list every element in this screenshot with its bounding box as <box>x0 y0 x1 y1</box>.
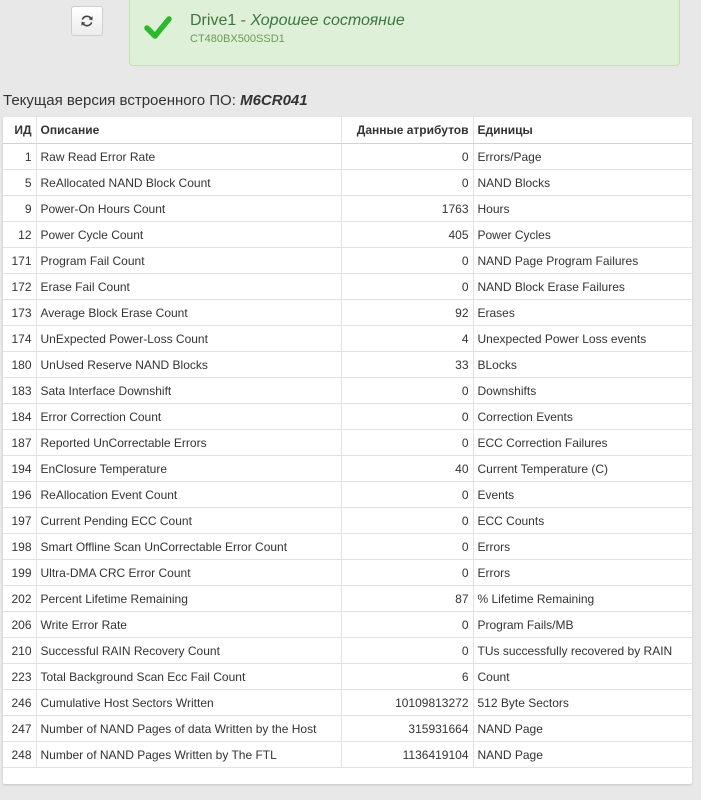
smart-attributes-table-container <box>3 117 692 784</box>
cell-id: 171 <box>3 248 36 274</box>
refresh-icon <box>80 14 94 28</box>
cell-description: Current Pending ECC Count <box>36 508 341 534</box>
table-row[interactable] <box>3 690 692 716</box>
cell-attribute-data: 0 <box>341 144 473 170</box>
cell-attribute-data: 315931664 <box>341 716 473 742</box>
table-row[interactable] <box>3 274 692 300</box>
cell-description: Raw Read Error Rate <box>36 144 341 170</box>
cell-description: ReAllocation Event Count <box>36 482 341 508</box>
cell-id: 198 <box>3 534 36 560</box>
cell-attribute-data: 4 <box>341 326 473 352</box>
cell-description: Smart Offline Scan UnCorrectable Error Count <box>36 534 341 560</box>
cell-id: 247 <box>3 716 36 742</box>
cell-id: 174 <box>3 326 36 352</box>
cell-units: Correction Events <box>473 404 692 430</box>
cell-units: Hours <box>473 196 692 222</box>
table-row[interactable] <box>3 326 692 352</box>
column-header-id[interactable]: ИД <box>3 117 36 144</box>
cell-attribute-data: 0 <box>341 430 473 456</box>
table-row[interactable] <box>3 196 692 222</box>
table-row[interactable] <box>3 560 692 586</box>
drive-state: Хорошее состояние <box>250 12 405 29</box>
cell-id: 246 <box>3 690 36 716</box>
cell-attribute-data: 0 <box>341 482 473 508</box>
table-row[interactable] <box>3 300 692 326</box>
cell-id: 248 <box>3 742 36 768</box>
cell-id: 183 <box>3 378 36 404</box>
cell-id: 194 <box>3 456 36 482</box>
cell-description: ReAllocated NAND Block Count <box>36 170 341 196</box>
column-header-units[interactable]: Единицы <box>473 117 692 144</box>
cell-units: BLocks <box>473 352 692 378</box>
table-row[interactable] <box>3 378 692 404</box>
table-row[interactable] <box>3 404 692 430</box>
cell-description: Cumulative Host Sectors Written <box>36 690 341 716</box>
cell-id: 12 <box>3 222 36 248</box>
table-row[interactable] <box>3 508 692 534</box>
cell-description: UnUsed Reserve NAND Blocks <box>36 352 341 378</box>
cell-units: ECC Counts <box>473 508 692 534</box>
table-row[interactable] <box>3 716 692 742</box>
cell-attribute-data: 87 <box>341 586 473 612</box>
cell-id: 197 <box>3 508 36 534</box>
table-row[interactable] <box>3 352 692 378</box>
cell-units: NAND Page <box>473 716 692 742</box>
cell-attribute-data: 405 <box>341 222 473 248</box>
cell-description: Power Cycle Count <box>36 222 341 248</box>
cell-units: % Lifetime Remaining <box>473 586 692 612</box>
smart-attributes-table <box>3 117 692 768</box>
table-row[interactable] <box>3 534 692 560</box>
cell-units: Errors/Page <box>473 144 692 170</box>
cell-description: Average Block Erase Count <box>36 300 341 326</box>
cell-description: EnClosure Temperature <box>36 456 341 482</box>
drive-name: Drive1 <box>190 12 237 29</box>
cell-attribute-data: 6 <box>341 664 473 690</box>
table-row[interactable] <box>3 742 692 768</box>
cell-units: Power Cycles <box>473 222 692 248</box>
cell-units: Erases <box>473 300 692 326</box>
cell-attribute-data: 0 <box>341 378 473 404</box>
table-row[interactable] <box>3 482 692 508</box>
cell-attribute-data: 0 <box>341 248 473 274</box>
cell-attribute-data: 10109813272 <box>341 690 473 716</box>
cell-id: 187 <box>3 430 36 456</box>
refresh-button[interactable] <box>71 6 103 36</box>
cell-description: Sata Interface Downshift <box>36 378 341 404</box>
cell-id: 5 <box>3 170 36 196</box>
cell-attribute-data: 1763 <box>341 196 473 222</box>
cell-units: Count <box>473 664 692 690</box>
table-body <box>3 144 692 768</box>
table-row[interactable] <box>3 612 692 638</box>
cell-description: Percent Lifetime Remaining <box>36 586 341 612</box>
cell-description: Number of NAND Pages Written by The FTL <box>36 742 341 768</box>
checkmark-icon <box>144 13 172 41</box>
cell-description: Power-On Hours Count <box>36 196 341 222</box>
cell-description: UnExpected Power-Loss Count <box>36 326 341 352</box>
status-separator: - <box>236 12 251 29</box>
cell-units: NAND Blocks <box>473 170 692 196</box>
cell-attribute-data: 0 <box>341 638 473 664</box>
cell-description: Ultra-DMA CRC Error Count <box>36 560 341 586</box>
table-row[interactable] <box>3 248 692 274</box>
cell-units: Program Fails/MB <box>473 612 692 638</box>
cell-units: Downshifts <box>473 378 692 404</box>
cell-units: NAND Page <box>473 742 692 768</box>
cell-id: 173 <box>3 300 36 326</box>
cell-units: NAND Page Program Failures <box>473 248 692 274</box>
table-row[interactable] <box>3 456 692 482</box>
cell-description: Total Background Scan Ecc Fail Count <box>36 664 341 690</box>
column-header-description[interactable]: Описание <box>36 117 341 144</box>
cell-attribute-data: 0 <box>341 534 473 560</box>
cell-id: 210 <box>3 638 36 664</box>
cell-id: 206 <box>3 612 36 638</box>
cell-id: 202 <box>3 586 36 612</box>
cell-attribute-data: 1136419104 <box>341 742 473 768</box>
cell-units: Errors <box>473 560 692 586</box>
table-header-row <box>3 117 692 144</box>
table-row[interactable] <box>3 144 692 170</box>
table-row[interactable] <box>3 430 692 456</box>
cell-id: 184 <box>3 404 36 430</box>
cell-description: Reported UnCorrectable Errors <box>36 430 341 456</box>
cell-attribute-data: 0 <box>341 170 473 196</box>
cell-id: 223 <box>3 664 36 690</box>
cell-attribute-data: 0 <box>341 560 473 586</box>
drive-model: CT480BX500SSD1 <box>190 33 285 45</box>
cell-units: Current Temperature (C) <box>473 456 692 482</box>
cell-attribute-data: 92 <box>341 300 473 326</box>
cell-attribute-data: 40 <box>341 456 473 482</box>
cell-attribute-data: 0 <box>341 612 473 638</box>
cell-units: NAND Block Erase Failures <box>473 274 692 300</box>
cell-description: Error Correction Count <box>36 404 341 430</box>
column-header-attribute-data[interactable]: Данные атрибутов <box>341 117 473 144</box>
cell-id: 199 <box>3 560 36 586</box>
cell-attribute-data: 0 <box>341 508 473 534</box>
cell-units: TUs successfully recovered by RAIN <box>473 638 692 664</box>
table-row[interactable] <box>3 586 692 612</box>
cell-description: Write Error Rate <box>36 612 341 638</box>
cell-attribute-data: 33 <box>341 352 473 378</box>
cell-id: 172 <box>3 274 36 300</box>
firmware-version <box>3 92 308 109</box>
firmware-value: M6CR041 <box>240 92 308 109</box>
cell-attribute-data: 0 <box>341 404 473 430</box>
cell-attribute-data: 0 <box>341 274 473 300</box>
cell-description: Program Fail Count <box>36 248 341 274</box>
cell-id: 180 <box>3 352 36 378</box>
table-row[interactable] <box>3 170 692 196</box>
drive-status-title <box>190 12 405 30</box>
cell-description: Erase Fail Count <box>36 274 341 300</box>
cell-units: Events <box>473 482 692 508</box>
firmware-label: Текущая версия встроенного ПО: <box>3 92 241 109</box>
cell-units: ECC Correction Failures <box>473 430 692 456</box>
drive-status-panel <box>129 0 680 66</box>
cell-id: 196 <box>3 482 36 508</box>
cell-description: Number of NAND Pages of data Written by the Host <box>36 716 341 742</box>
cell-description: Successful RAIN Recovery Count <box>36 638 341 664</box>
table-row[interactable] <box>3 638 692 664</box>
table-row[interactable] <box>3 664 692 690</box>
cell-units: Errors <box>473 534 692 560</box>
cell-id: 1 <box>3 144 36 170</box>
cell-units: 512 Byte Sectors <box>473 690 692 716</box>
table-row[interactable] <box>3 222 692 248</box>
cell-units: Unexpected Power Loss events <box>473 326 692 352</box>
cell-id: 9 <box>3 196 36 222</box>
